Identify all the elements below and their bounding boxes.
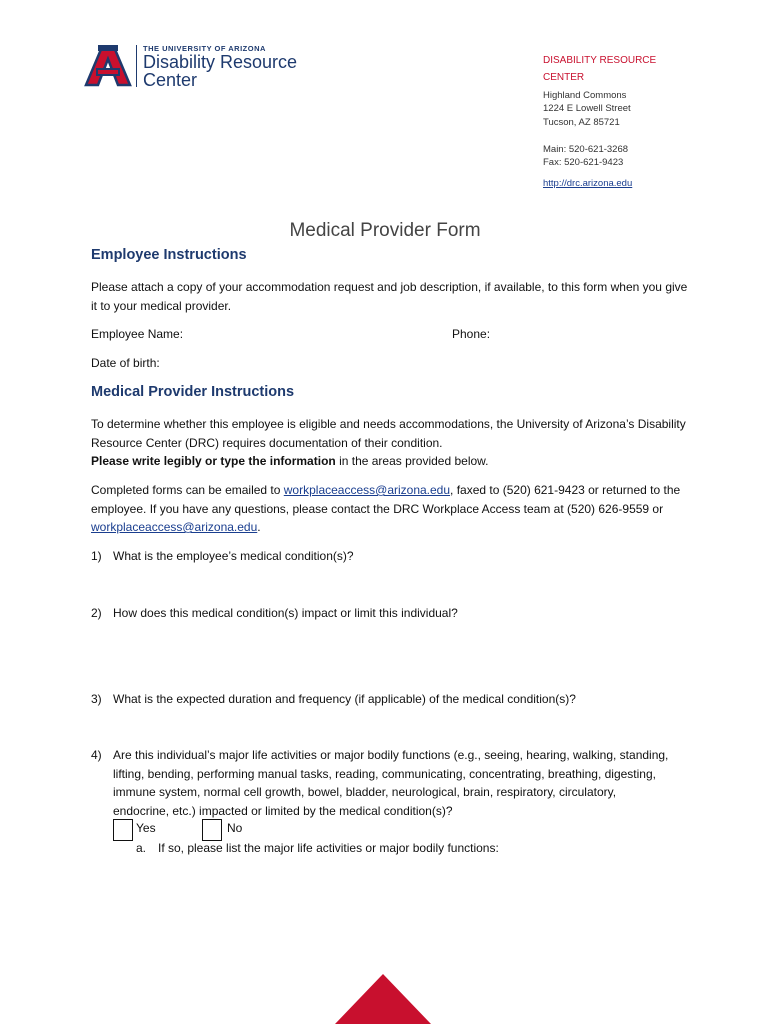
provider-p1-text: To determine whether this employee is eligible and needs accommodations, the University of Arizona’s Disability Resource Center (DRC) requires documentation of their condition.: [91, 417, 686, 450]
email-link-2[interactable]: workplaceaccess@arizona.edu: [91, 520, 258, 534]
question-2: [91, 604, 691, 624]
contact-fax: Fax: 520-621-9423: [543, 157, 624, 168]
phone-label: Phone:: [452, 327, 491, 341]
provider-p1-bold: Please write legibly or type the information: [91, 454, 336, 468]
provider-p2-text-a: Completed forms can be emailed to: [91, 483, 284, 497]
email-link[interactable]: workplaceaccess@arizona.edu: [283, 483, 451, 497]
question-number: 2): [91, 606, 102, 620]
logo-divider: [136, 45, 137, 87]
question-text: What is the employee’s medical condition(s)?: [113, 549, 354, 563]
no-checkbox[interactable]: [202, 819, 222, 841]
question-1: [91, 547, 691, 567]
question-text: Are this individual’s major life activities or major bodily functions (e.g., seeing, hearing, walking, standing, lifting, bending, performing manual tasks, reading, communicating, concentrating, breathing, digesting, immune system, normal cell growth, bowel, bladder, neurological, brain, respiratory, circulatory, endocrine, etc.) impacted or limited by the medical condition(s)?: [113, 748, 669, 818]
employee-name-label: Employee Name:: [91, 327, 184, 341]
date-of-birth-label: Date of birth:: [91, 356, 160, 370]
contact-website-link[interactable]: http://drc.arizona.edu: [543, 178, 633, 189]
question-4a: [136, 839, 636, 859]
question-text: If so, please list the major life activities or major bodily functions:: [158, 841, 499, 855]
question-3: [91, 690, 691, 710]
logo-university-name: THE UNIVERSITY OF ARIZONA: [143, 44, 266, 53]
employee-instructions-text: Please attach a copy of your accommodation request and job description, if available, to this form when you give it to your medical provider.: [91, 280, 688, 313]
contact-city: Tucson, AZ 85721: [543, 117, 620, 128]
contact-org-line1: DISABILITY RESOURCE: [543, 55, 657, 66]
contact-org-line2: CENTER: [543, 72, 585, 83]
no-label: No: [227, 821, 243, 835]
question-4: [91, 746, 691, 826]
employee-instructions-heading: Employee Instructions: [91, 247, 247, 263]
question-text: What is the expected duration and frequency (if applicable) of the medical condition(s)?: [113, 692, 576, 706]
question-number: 1): [91, 549, 102, 563]
provider-p2-text-b: , faxed to (520) 621-9423 or returned to the employee. If you have any questions, please contact the DRC Workplace Access team at (520) 626-9559 or: [91, 483, 681, 516]
yes-label: Yes: [136, 821, 156, 835]
provider-instructions-p1: [91, 415, 691, 471]
logo-center-name-line2: Center: [143, 70, 198, 90]
footer-triangle-decoration: [335, 974, 431, 1024]
question-number: a.: [136, 841, 147, 855]
contact-street: 1224 E Lowell Street: [543, 103, 631, 114]
provider-p2-text-c: .: [257, 520, 261, 534]
contact-main-phone: Main: 520-621-3268: [543, 144, 629, 155]
yes-checkbox[interactable]: [113, 819, 133, 841]
provider-p1-tail: in the areas provided below.: [335, 454, 489, 468]
university-logo-icon: [84, 43, 132, 87]
provider-instructions-heading: Medical Provider Instructions: [91, 384, 295, 400]
question-number: 3): [91, 692, 102, 706]
question-text: How does this medical condition(s) impact or limit this individual?: [113, 606, 458, 620]
question-number: 4): [91, 748, 102, 762]
provider-instructions-p2: [91, 481, 691, 537]
form-title: Medical Provider Form: [289, 220, 481, 241]
contact-building: Highland Commons: [543, 90, 627, 101]
logo-center-name-line1: Disability Resource: [143, 52, 298, 72]
